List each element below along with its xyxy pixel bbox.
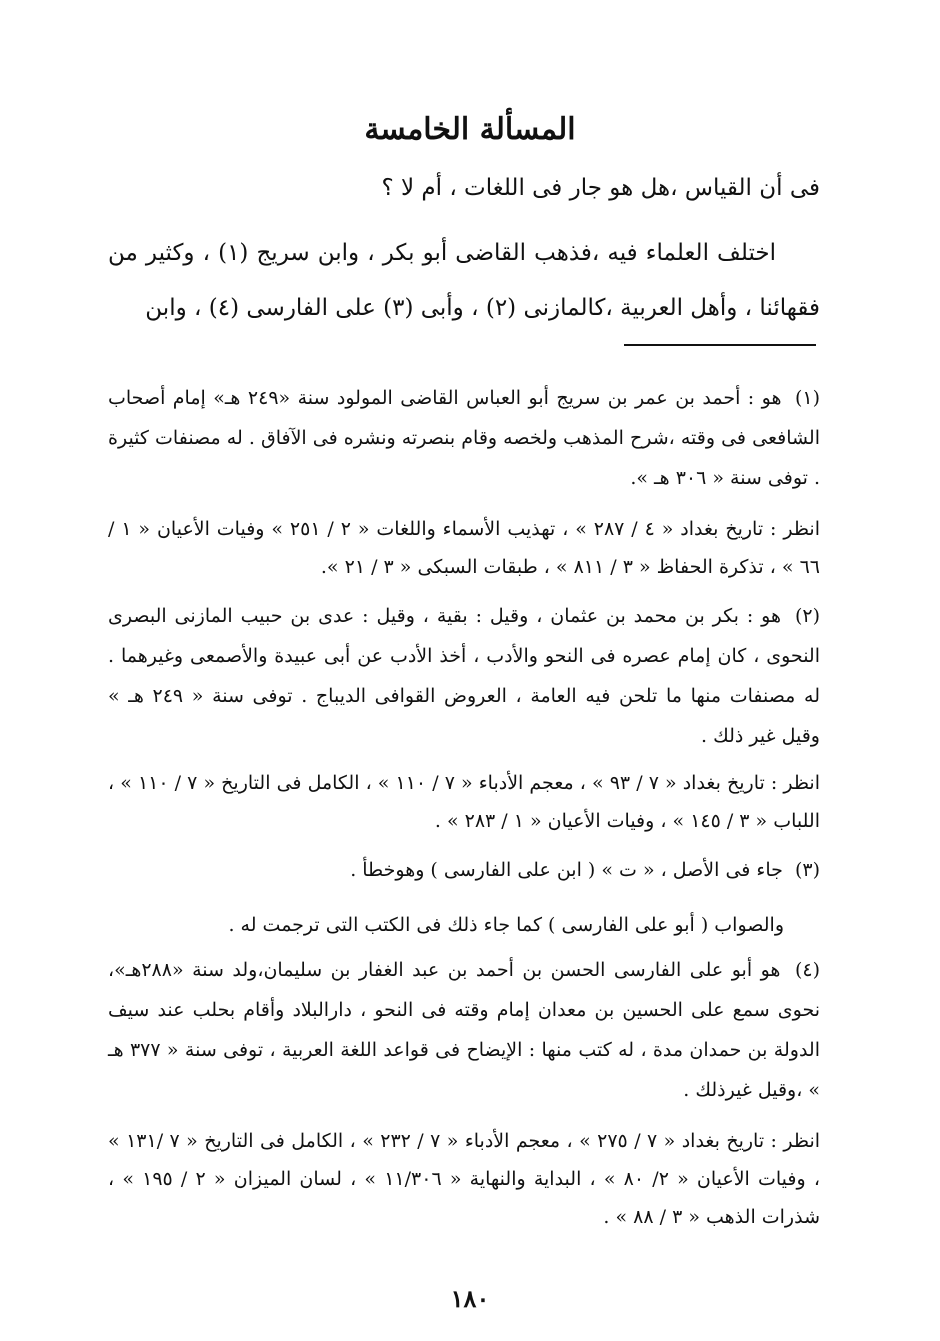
footnote-text: هو : بكر بن محمد بن عثمان ، وقيل : بقية ، وقيل : عدى بن حبيب المازنى البصرى النحوى ، كان إمام عصره فى النحو والأدب ، أخذ الأدب عن أبى عبيدة والأصمعى وغيرهما . له مصنفات منها ما تلحن فيه العامة ، العروض القوافى الديباج . توفى سنة « ٢٤٩ هـ » وقيل غير ذلك .: [108, 605, 820, 747]
footnote-3-refs: والصواب ( أبو على الفارسى ) كما جاء ذلك فى الكتب التى ترجمت له .: [228, 914, 784, 936]
footnote-2-refs: انظر : تاريخ بغداد « ٧ / ٩٣ » ، معجم الأدباء « ٧ / ١١٠ » ، الكامل فى التاريخ « ٧ / ١١٠ » ، اللباب « ٣ / ١٤٥ » ، وفيات الأعيان « ١ / ٢٨٣ » .: [108, 772, 820, 832]
footnote-number: (٣): [794, 859, 820, 881]
footnote-text: هو أبو على الفارسى الحسن بن أحمد بن عبد الغفار بن سليمان،ولد سنة «٢٨٨هـ»، نحوى سمع على الحسين بن معدان إمام وقته فى النحو ، دارالبلاد وأقام بحلب عند سيف الدولة بن حمدان مدة ، له كتب منها : الإيضاح فى قواعد اللغة العربية ، توفى سنة « ٣٧٧ هـ » ،وقيل غيرذلك .: [108, 959, 820, 1101]
footnote-text: هو : أحمد بن عمر بن سريج أبو العباس القاضى المولود سنة «٢٤٩ هـ» إمام أصحاب الشافعى فى وقته ،شرح المذهب ولخصه وقام بنصرته ونشره فى الآفاق . له مصنفات كثيرة . توفى سنة « ٣٠٦ هـ ».: [108, 387, 820, 489]
footnote-2: [108, 596, 820, 756]
footnote-number: (٤): [794, 959, 820, 981]
footnote-number: (١): [794, 387, 820, 409]
section-title: المسألة الخامسة: [364, 112, 576, 147]
footnote-4-refs: انظر : تاريخ بغداد « ٧ / ٢٧٥ » ، معجم الأدباء « ٧ / ٢٣٢ » ، الكامل فى التاريخ « ٧ /١٣١ » ، وفيات الأعيان « ٢/ ٨٠ » ، البداية والنهاية « ١١/٣٠٦ » ، لسان الميزان « ٢ / ١٩٥ » ، شذرات الذهب « ٣ / ٨٨ » .: [108, 1130, 821, 1228]
footnote-separator: [624, 344, 816, 346]
question-line: فى أن القياس ،هل هو جار فى اللغات ، أم لا ؟: [381, 175, 820, 201]
footnote-1: [108, 378, 820, 498]
footnote-3: [108, 850, 820, 890]
footnote-text: جاء فى الأصل ، « ت » ( ابن على الفارسى ) وهوخطأ .: [350, 859, 783, 881]
footnote-number: (٢): [794, 605, 820, 627]
page-number: ١٨٠: [450, 1284, 490, 1313]
footnote-4: [108, 950, 820, 1110]
main-paragraph: اختلف العلماء فيه ،فذهب القاضى أبو بكر ، وابن سريج (١) ، وكثير من فقهائنا ، وأهل العربية ،كالمازنى (٢) ، وأبى (٣) على الفارسى (٤) ، وابن: [108, 240, 820, 321]
footnote-1-refs: انظر : تاريخ بغداد « ٤ / ٢٨٧ » ، تهذيب الأسماء واللغات « ٢ / ٢٥١ » وفيات الأعيان « ١ / ٦٦ » ، تذكرة الحفاظ « ٣ / ٨١١ » ، طبقات السبكى « ٣ / ٢١ ».: [108, 518, 820, 578]
